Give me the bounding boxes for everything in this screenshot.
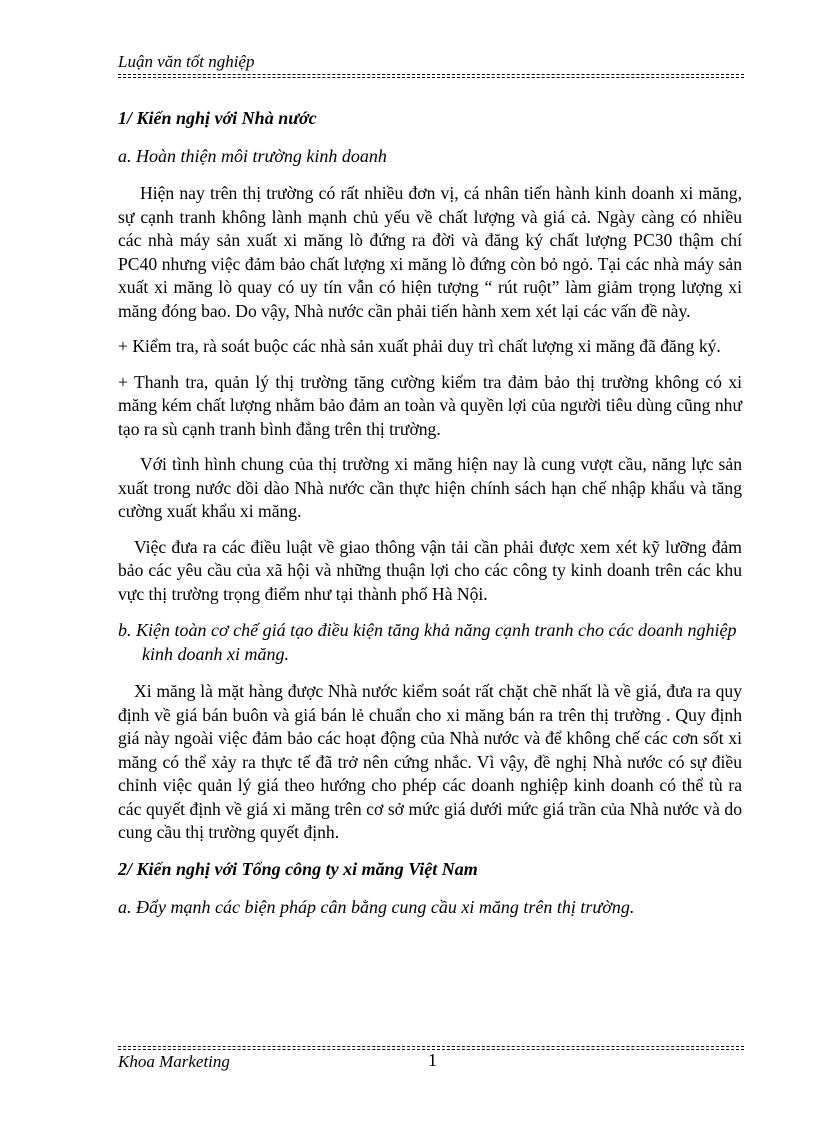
header-divider-secondary <box>118 77 744 78</box>
paragraph: + Thanh tra, quản lý thị trường tăng cường kiểm tra đảm bảo thị trường không có xi măng kém chất lượng nhằm bảo đảm an toàn và quyền lợi của người tiêu dùng cũng như tạo ra sù cạnh tranh bình đẳng trên thị trường. <box>118 371 742 439</box>
page-number: 1 <box>428 1050 437 1070</box>
page-body <box>118 106 742 933</box>
section-heading-1: 1/ Kiến nghị với Nhà nước <box>118 108 317 128</box>
paragraph: Hiện nay trên thị trường có rất nhiều đơn vị, cá nhân tiến hành kinh doanh xi măng, sự cạnh tranh không lành mạnh chủ yếu về chất lượng và giá cả. Ngày càng có nhiều các nhà máy sản xuất xi măng lò đứng ra đời và đăng ký chất lượng PC30 thậm chí PC40 nhưng việc đảm bảo chất lượng xi măng lò đứng còn bỏ ngỏ. Tại các nhà máy sản xuất xi măng lò quay có uy tín vẫn có hiện tượng “ rút ruột” làm giảm trọng lượng xi măng đóng bao. Do vậy, Nhà nước cần phải tiến hành xem xét lại các vấn đề này. <box>118 183 742 321</box>
running-footer: Khoa Marketing <box>118 1052 230 1071</box>
running-header: Luận văn tốt nghiệp <box>118 52 255 71</box>
paragraph: Việc đưa ra các điều luật về giao thông vận tải cần phải được xem xét kỹ lưỡng đảm bảo các yêu cầu của xã hội và những thuận lợi cho các công ty kinh doanh trên các khu vực thị trường trọng điểm như tại thành phố Hà Nội. <box>118 536 742 604</box>
paragraph: Xi măng là mặt hàng được Nhà nước kiểm soát rất chặt chẽ nhất là về giá, đưa ra quy định về giá bán buôn và giá bán lẻ chuẩn cho xi măng bán ra trên thị trường . Quy định giá này ngoài việc đảm bảo các hoạt động của Nhà nước và để không chế các cơn sốt xi măng có thể xảy ra thực tế đã trở nên cứng nhắc. Vì vậy, đề nghị Nhà nước có sự điều chỉnh việc quản lý giá theo hướng cho phép các doanh nghiệp kinh doanh có thể tù ra các quyết định về giá xi măng trên cơ sở mức giá dưới mức giá trần của Nhà nước và do cung cầu thị trường quyết định. <box>118 681 742 842</box>
section-heading-2: 2/ Kiến nghị với Tổng công ty xi măng Việt Nam <box>118 858 478 879</box>
subsection-heading-1b: b. Kiện toàn cơ chế giá tạo điều kiện tăng khả năng cạnh tranh cho các doanh nghiệp kinh doanh xi măng. <box>118 620 737 664</box>
footer-divider <box>118 1046 744 1047</box>
paragraph: Với tình hình chung của thị trường xi măng hiện nay là cung vượt cầu, năng lực sản xuất trong nước dồi dào Nhà nước cần thực hiện chính sách hạn chế nhập khẩu và tăng cường xuất khẩu xi măng. <box>118 454 742 521</box>
subsection-heading-2a: a. Đẩy mạnh các biện pháp cân bằng cung cầu xi măng trên thị trường. <box>118 896 635 917</box>
paragraph: + Kiểm tra, rà soát buộc các nhà sản xuất phải duy trì chất lượng xi măng đã đăng ký. <box>118 336 721 356</box>
header-divider <box>118 74 744 75</box>
subsection-heading-1a: a. Hoàn thiện môi trường kinh doanh <box>118 146 387 166</box>
